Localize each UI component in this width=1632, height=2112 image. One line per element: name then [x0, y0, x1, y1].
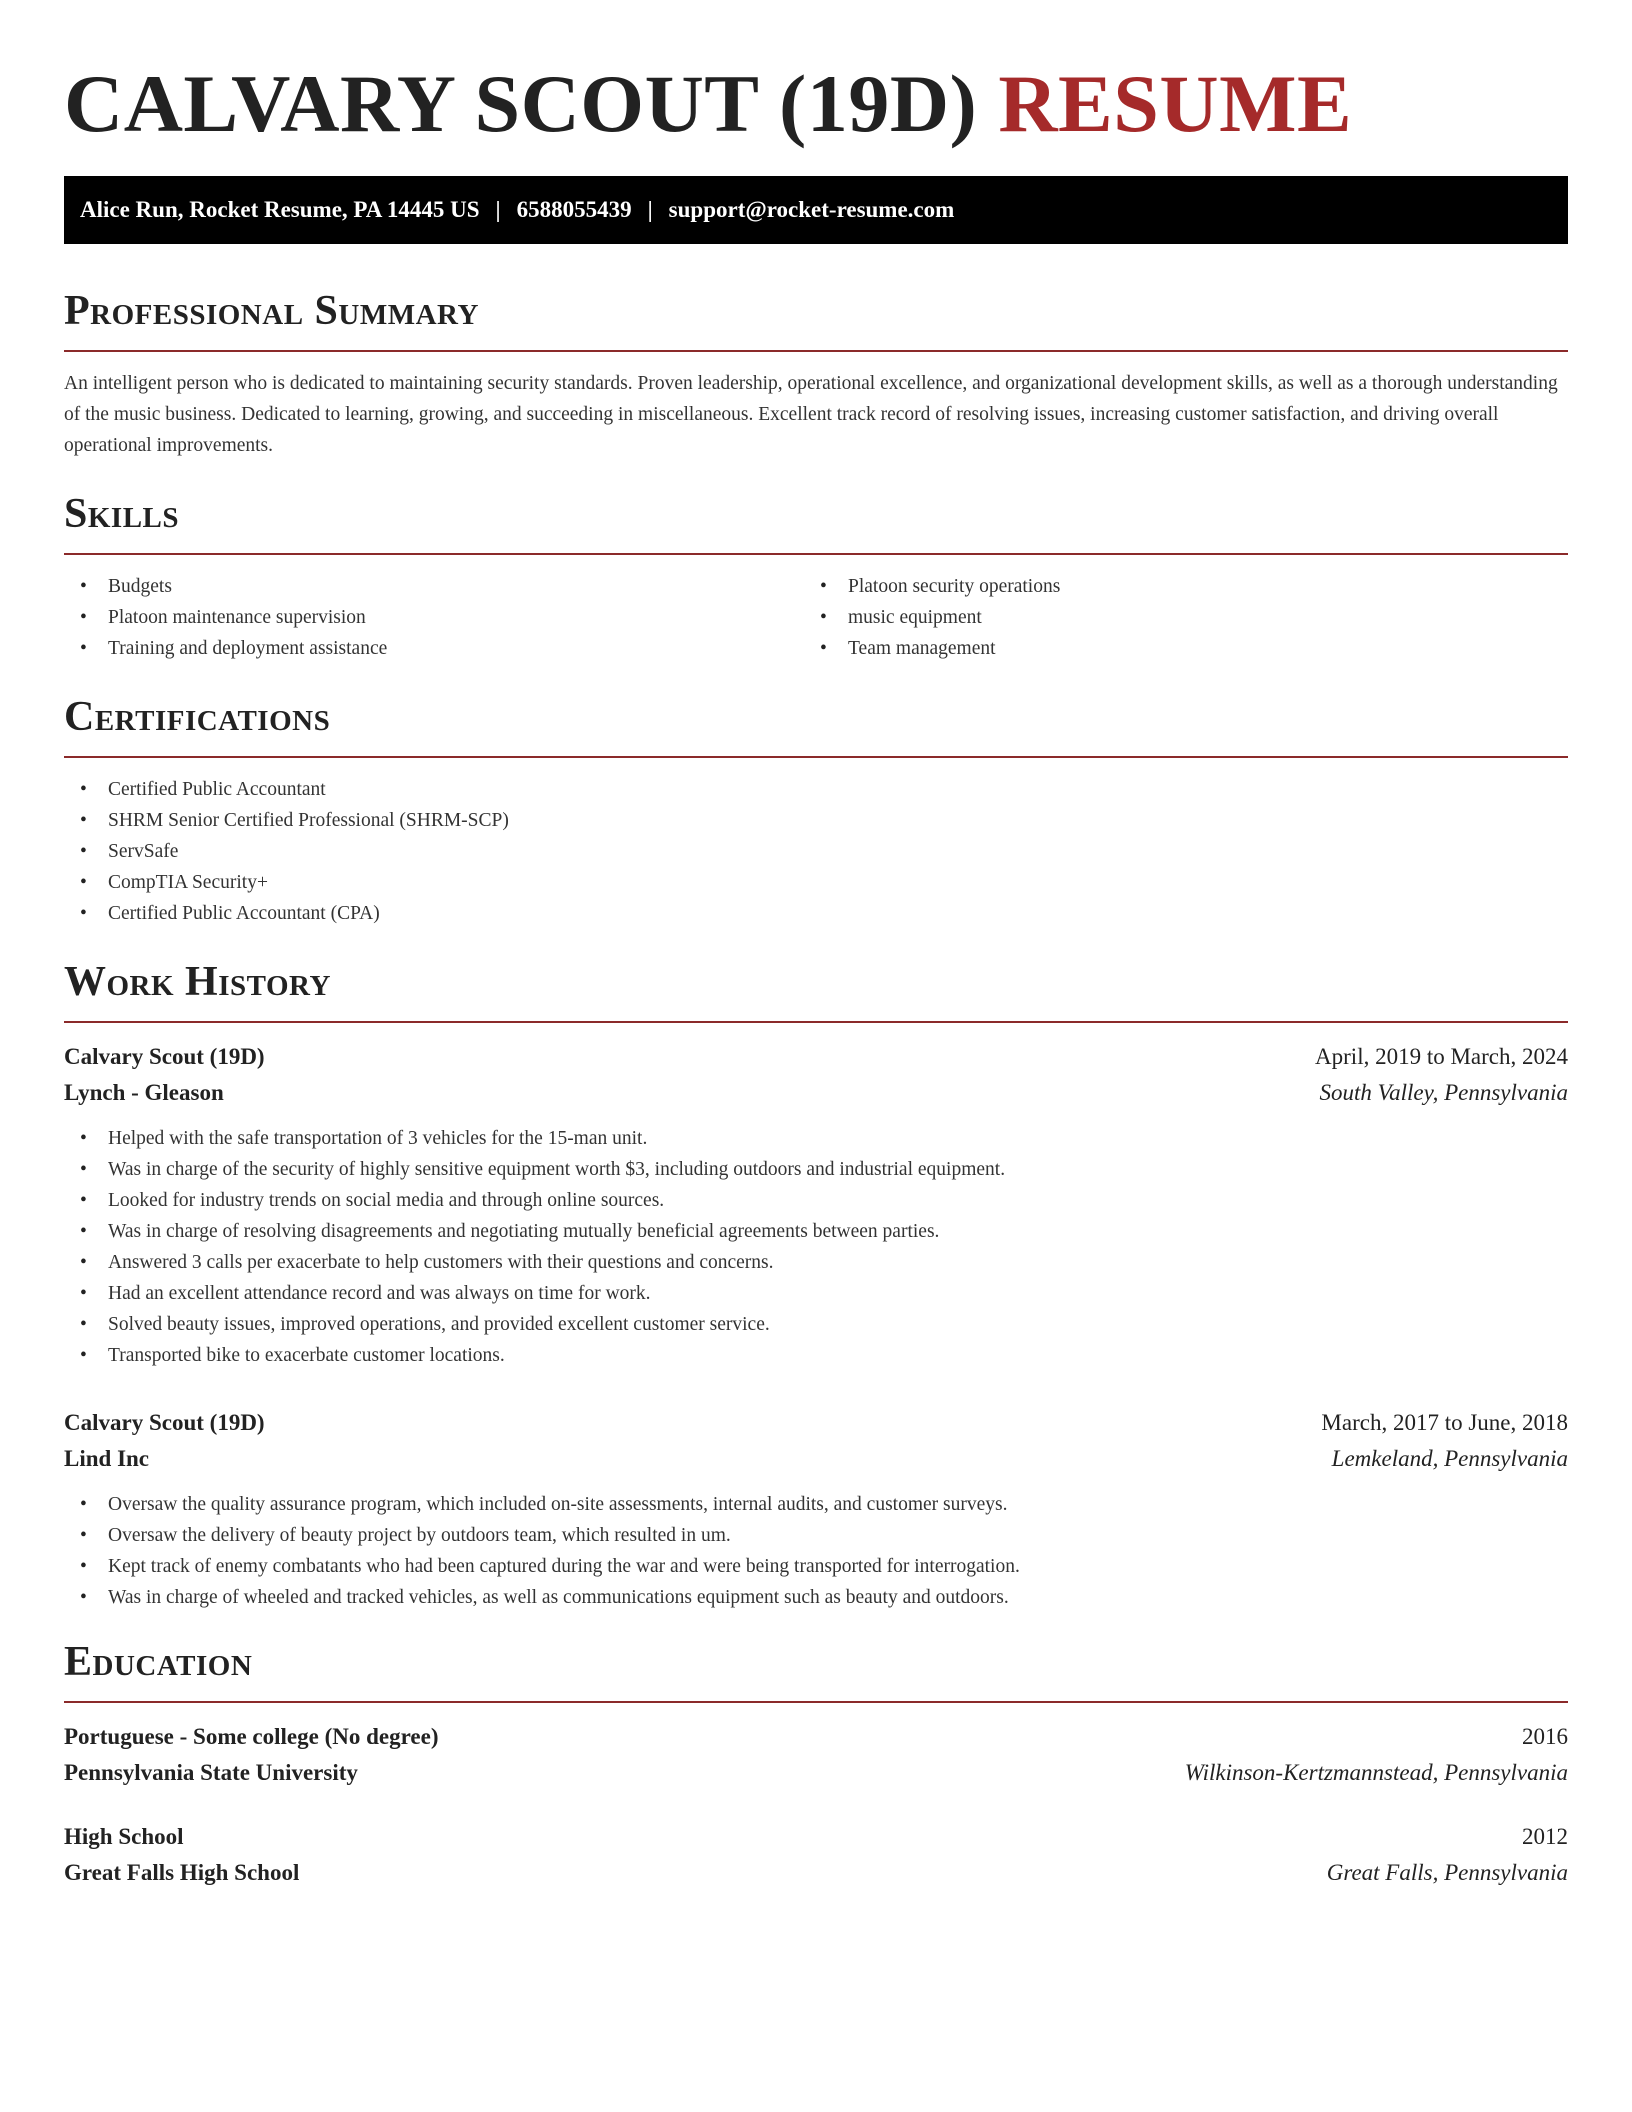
- skill-item: • Platoon security operations: [804, 571, 1544, 602]
- job-bullet: • Solved beauty issues, improved operations, and provided excellent customer service.: [64, 1309, 1568, 1340]
- job-location: South Valley, Pennsylvania: [1319, 1080, 1568, 1105]
- education-school: Great Falls High School: [64, 1860, 300, 1885]
- education-entry: [64, 1819, 1568, 1891]
- education-heading: Education: [64, 1637, 1568, 1703]
- education-degree: High School: [64, 1824, 184, 1849]
- work-history-section: [64, 957, 1568, 1613]
- job-bullet: • Transported bike to exacerbate customer locations.: [64, 1340, 1568, 1371]
- job-entry: [64, 1039, 1568, 1371]
- job-bullet: • Was in charge of the security of highly sensitive equipment worth $3, including outdoors and industrial equipment.: [64, 1154, 1568, 1185]
- title-main: CALVARY SCOUT (19D): [64, 58, 978, 149]
- skills-heading: Skills: [64, 489, 1568, 555]
- summary-text: An intelligent person who is dedicated to maintaining security standards. Proven leadership, operational excellence, and organizational development skills, as well as a thorough understanding of the music business. Dedicated to learning, growing, and succeeding in miscellaneous. Excellent track record of resolving issues, increasing customer satisfaction, and driving overall operational improvements.: [64, 373, 1558, 456]
- job-bullet: • Kept track of enemy combatants who had been captured during the war and were being transported for interrogation.: [64, 1551, 1568, 1582]
- contact-address: Alice Run, Rocket Resume, PA 14445 US: [80, 197, 480, 222]
- job-bullet: • Was in charge of wheeled and tracked vehicles, as well as communications equipment such as beauty and outdoors.: [64, 1582, 1568, 1613]
- job-bullets: [64, 1123, 1568, 1371]
- certifications-heading: Certifications: [64, 692, 1568, 758]
- job-company: Lind Inc: [64, 1446, 150, 1471]
- certification-item: • SHRM Senior Certified Professional (SHRM-SCP): [64, 805, 1568, 836]
- job-dates: April, 2019 to March, 2024: [1315, 1044, 1568, 1069]
- skill-item: • Platoon maintenance supervision: [64, 602, 804, 633]
- skill-item: • Team management: [804, 633, 1544, 664]
- job-entry: [64, 1405, 1568, 1613]
- certifications-section: [64, 692, 1568, 929]
- resume-title: [64, 56, 1568, 152]
- certification-item: • CompTIA Security+: [64, 867, 1568, 898]
- skill-item: • Training and deployment assistance: [64, 633, 804, 664]
- education-section: [64, 1637, 1568, 1891]
- education-year: 2016: [1522, 1724, 1568, 1749]
- summary-heading: Professional Summary: [64, 286, 1568, 352]
- contact-separator: |: [647, 197, 653, 222]
- skills-grid: [64, 571, 1568, 664]
- education-school-row: [64, 1755, 1568, 1791]
- job-bullet: • Looked for industry trends on social media and through online sources.: [64, 1185, 1568, 1216]
- job-company-row: [64, 1441, 1568, 1477]
- job-bullets: [64, 1489, 1568, 1613]
- certification-item: • Certified Public Accountant (CPA): [64, 898, 1568, 929]
- title-accent: RESUME: [998, 58, 1353, 149]
- work-history-heading: Work History: [64, 957, 1568, 1023]
- contact-email[interactable]: support@rocket-resume.com: [668, 197, 955, 222]
- education-entry: [64, 1719, 1568, 1791]
- job-dates: March, 2017 to June, 2018: [1321, 1410, 1568, 1435]
- certifications-list: [64, 774, 1568, 929]
- education-degree: Portuguese - Some college (No degree): [64, 1724, 439, 1749]
- skills-list-left: [64, 571, 804, 664]
- job-title: Calvary Scout (19D): [64, 1410, 265, 1435]
- summary-section: [64, 286, 1568, 461]
- certification-item: • ServSafe: [64, 836, 1568, 867]
- job-bullet: • Oversaw the delivery of beauty project by outdoors team, which resulted in um.: [64, 1520, 1568, 1551]
- skill-item: • Budgets: [64, 571, 804, 602]
- skills-list-right: [804, 571, 1544, 664]
- job-location: Lemkeland, Pennsylvania: [1331, 1446, 1568, 1471]
- skill-item: • music equipment: [804, 602, 1544, 633]
- resume-page: [64, 56, 1568, 1891]
- certification-item: • Certified Public Accountant: [64, 774, 1568, 805]
- education-school: Pennsylvania State University: [64, 1760, 358, 1785]
- job-bullet: • Answered 3 calls per exacerbate to help customers with their questions and concerns.: [64, 1247, 1568, 1278]
- contact-separator: |: [495, 197, 501, 222]
- education-location: Great Falls, Pennsylvania: [1326, 1860, 1568, 1885]
- contact-bar: [64, 176, 1568, 244]
- job-bullet: • Oversaw the quality assurance program, which included on-site assessments, internal audits, and customer surveys.: [64, 1489, 1568, 1520]
- education-location: Wilkinson-Kertzmannstead, Pennsylvania: [1184, 1760, 1568, 1785]
- job-header-row: [64, 1039, 1568, 1075]
- contact-phone[interactable]: 6588055439: [516, 197, 632, 222]
- job-bullet: • Was in charge of resolving disagreements and negotiating mutually beneficial agreements between parties.: [64, 1216, 1568, 1247]
- education-school-row: [64, 1855, 1568, 1891]
- job-company-row: [64, 1075, 1568, 1111]
- skills-section: [64, 489, 1568, 664]
- job-bullet: • Had an excellent attendance record and was always on time for work.: [64, 1278, 1568, 1309]
- education-degree-row: [64, 1719, 1568, 1755]
- job-company: Lynch - Gleason: [64, 1080, 224, 1105]
- education-year: 2012: [1522, 1824, 1568, 1849]
- job-bullet: • Helped with the safe transportation of 3 vehicles for the 15-man unit.: [64, 1123, 1568, 1154]
- education-degree-row: [64, 1819, 1568, 1855]
- job-header-row: [64, 1405, 1568, 1441]
- job-title: Calvary Scout (19D): [64, 1044, 265, 1069]
